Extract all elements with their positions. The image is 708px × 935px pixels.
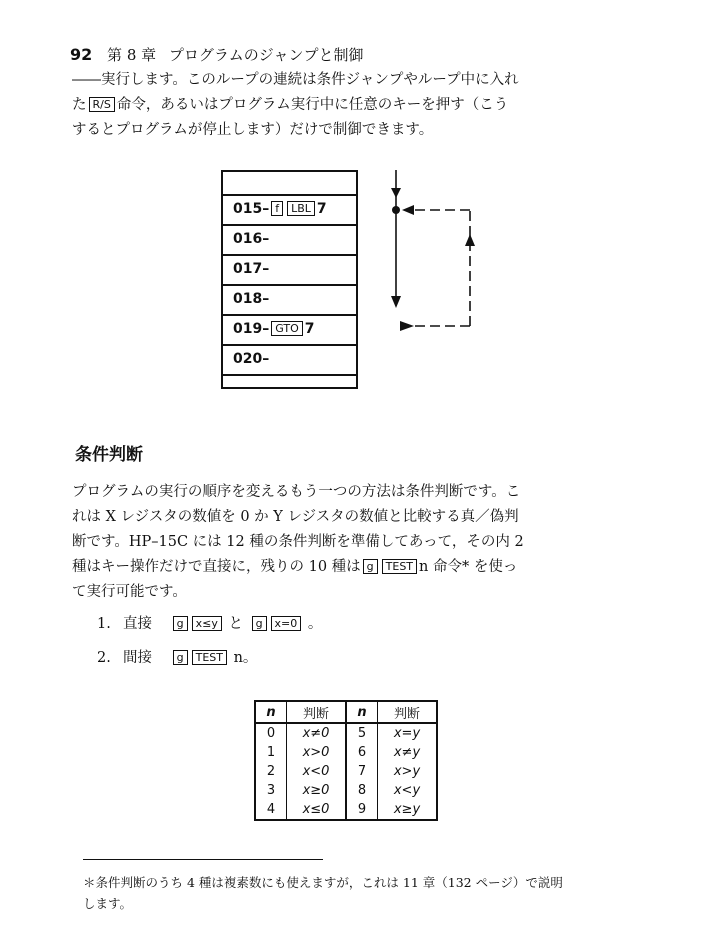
intro-line-1: ――実行します。このループの連続は条件ジャンプやループ中に入れ — [72, 72, 519, 88]
program-line-020: 020– — [223, 344, 356, 372]
list-item-indirect: 2. 間接 g TEST n。 — [97, 650, 258, 666]
list-item-direct: 1. 直接 g x≤y と g x=0 。 — [97, 616, 323, 632]
g-key: g — [173, 650, 188, 665]
g-key: g — [252, 616, 267, 631]
up-arrow-icon — [465, 234, 475, 246]
page-header — [70, 44, 363, 65]
intro-line-2: た R/S 命令，あるいはプログラム実行中に任意のキーを押す（こう — [72, 97, 509, 113]
gto-key: GTO — [271, 321, 303, 336]
program-line-017: 017– — [223, 254, 356, 282]
loop-point-icon — [392, 206, 400, 214]
program-line-016: 016– — [223, 224, 356, 252]
para2-line-1: プログラムの実行の順序を変えるもう一つの方法は条件判断です。こ — [72, 484, 521, 500]
program-listing — [221, 170, 358, 389]
table-header-row — [255, 701, 437, 723]
section-heading: 条件判断 — [75, 445, 143, 465]
table-row: 0 x≠0 5 x=y — [255, 723, 437, 743]
footnote — [83, 872, 643, 914]
table-row: 4 x≤0 9 x≥y — [255, 800, 437, 820]
f-key: f — [271, 201, 283, 216]
para2-line-4: 種はキー操作だけで直接に，残りの 10 種は g TEST n 命令* を使っ — [72, 559, 518, 575]
page-number: 92 — [70, 45, 93, 64]
down-arrow-icon — [391, 296, 401, 308]
table-row: 2 x<0 7 x>y — [255, 762, 437, 781]
footnote-divider — [83, 859, 323, 860]
conditional-test-table — [254, 700, 438, 821]
g-key: g — [173, 616, 188, 631]
column-header: n — [255, 701, 287, 723]
test-key: TEST — [192, 650, 227, 665]
table-row: 3 x≥0 8 x<y — [255, 781, 437, 800]
para2-line-5: て実行可能です。 — [72, 584, 187, 600]
column-header: 判断 — [287, 701, 347, 723]
footnote-line-2: します。 — [83, 896, 133, 911]
footnote-line-1: ＊条件判断のうち 4 種は複素数にも使えますが，これは 11 章（132 ページ）で説明 — [83, 875, 563, 890]
chapter-title: プログラムのジャンプと制御 — [168, 46, 364, 64]
intro-paragraph — [72, 68, 632, 143]
chapter-number: 第 8 章 — [107, 46, 157, 64]
left-arrow-icon — [402, 205, 414, 215]
test-key: TEST — [382, 559, 417, 574]
table-row: 1 x>0 6 x≠y — [255, 743, 437, 762]
program-line-015: 015– f LBL 7 — [223, 194, 356, 222]
column-header: n — [346, 701, 378, 723]
down-arrow-icon — [391, 188, 401, 198]
program-line-019: 019– GTO 7 — [223, 314, 356, 342]
run-stop-key: R/S — [89, 97, 115, 112]
x-eq-0-key: x=0 — [271, 616, 302, 631]
conditional-paragraph — [72, 480, 632, 605]
intro-line-3: するとプログラムが停止します）だけで制御できます。 — [72, 122, 434, 138]
g-key: g — [363, 559, 378, 574]
para2-line-2: れは X レジスタの数値を 0 か Y レジスタの数値と比較する真／偽判 — [72, 509, 519, 525]
para2-line-3: 断です。HP–15C には 12 種の条件判断を準備してあって，その内 2 — [72, 534, 524, 550]
right-arrow-icon — [400, 321, 414, 331]
x-le-y-key: x≤y — [192, 616, 222, 631]
program-line-018: 018– — [223, 284, 356, 312]
loop-diagram — [380, 168, 490, 338]
column-header: 判断 — [378, 701, 438, 723]
program-line-blank — [223, 374, 356, 389]
lbl-key: LBL — [287, 201, 315, 216]
